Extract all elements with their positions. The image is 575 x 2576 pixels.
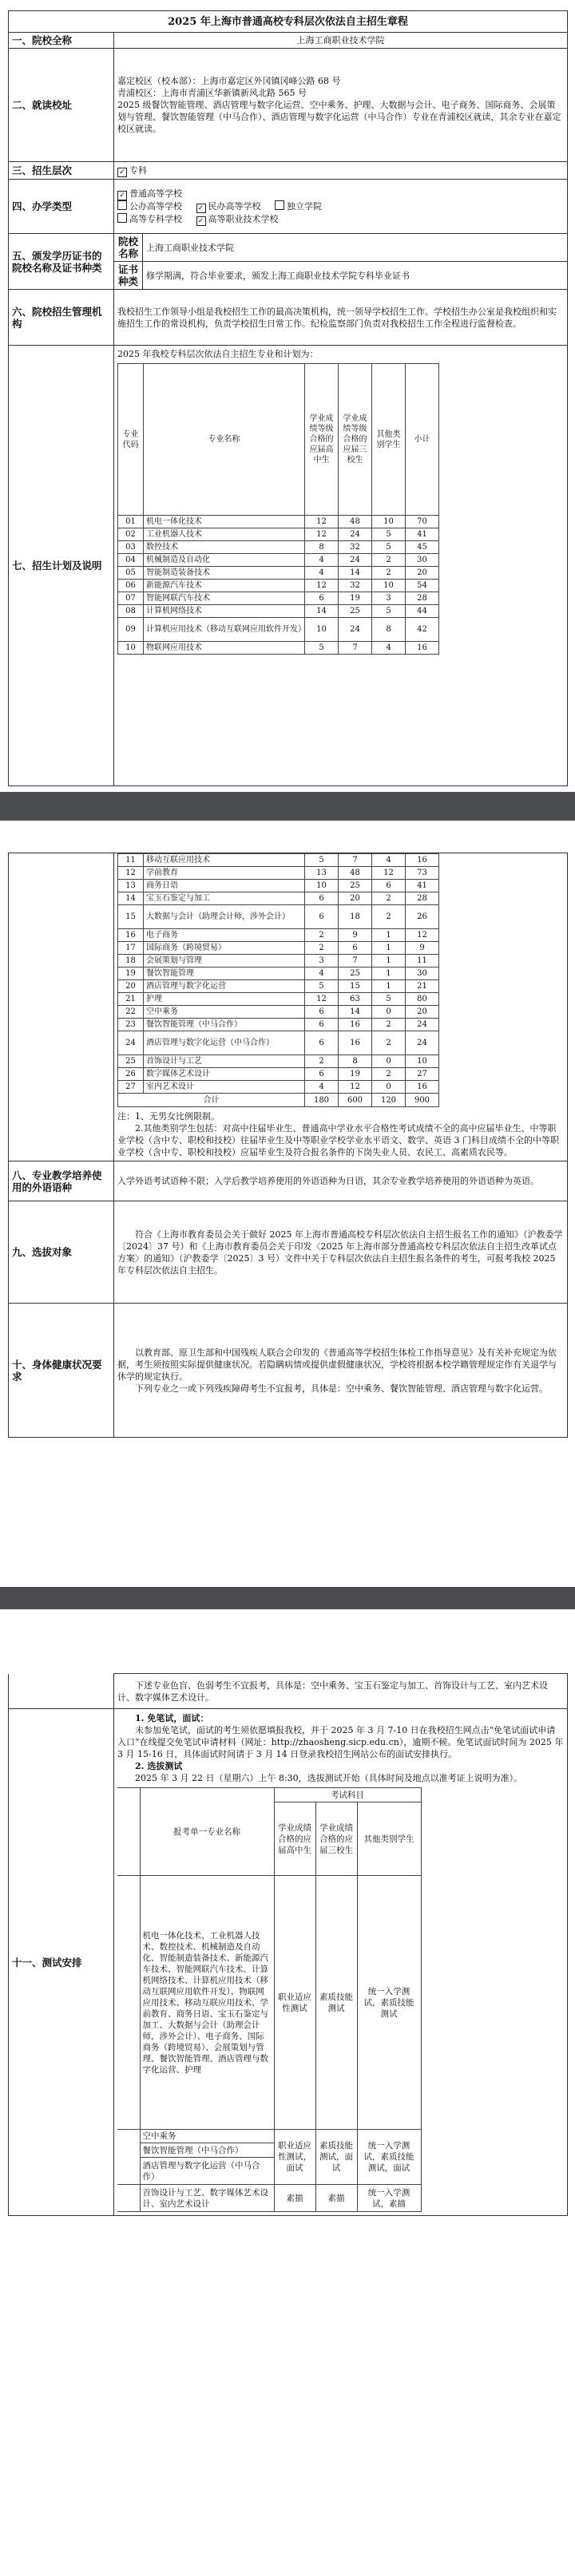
major-name: 物联网应用技术 — [144, 642, 305, 655]
major-code: 09 — [118, 618, 144, 642]
vs-count: 9 — [339, 929, 372, 942]
plan-row — [118, 605, 564, 618]
major-name: 计算机应用技术（移动互联网应用软件开发） — [144, 618, 305, 642]
major-code: 12 — [118, 867, 144, 880]
other-count: 1 — [372, 980, 406, 993]
major-code: 11 — [118, 854, 144, 867]
group-3-hs-subject: 素描 — [274, 2185, 315, 2212]
major-code: 13 — [118, 880, 144, 892]
group-3-vs-subject: 素描 — [315, 2185, 357, 2212]
subtotal: 45 — [406, 541, 439, 554]
major-code: 15 — [118, 905, 144, 929]
header-vs: 学业成绩等级合格的应届三校生 — [339, 364, 372, 516]
major-code: 24 — [118, 1031, 144, 1055]
major-code: 26 — [118, 1068, 144, 1081]
other-count: 2 — [372, 905, 406, 929]
hs-count: 10 — [305, 618, 339, 642]
plan-row — [118, 980, 564, 993]
hs-count: 5 — [305, 980, 339, 993]
hs-count: 13 — [305, 867, 339, 880]
selection-test-text: 2025 年 3 月 22 日（星期六）上午 8:30，选拔测试开始（具体时间及地点以准考证上说明为准）。 — [135, 1773, 523, 1783]
plan-row — [118, 580, 564, 592]
subtotal: 30 — [406, 554, 439, 567]
charter-table-1 — [8, 10, 568, 786]
plan-row — [118, 905, 564, 929]
section-7-label: 七、招生计划及说明 — [9, 346, 114, 786]
page-3 — [0, 1609, 575, 2576]
header-other: 其他类别学生 — [372, 364, 406, 516]
major-name: 计算机网络技术 — [144, 605, 305, 618]
major-name: 酒店管理与数字化运营（中马合作） — [144, 1031, 305, 1055]
other-count: 3 — [372, 592, 406, 605]
other-count: 10 — [372, 516, 406, 528]
plan-row — [118, 592, 564, 605]
other-count: 2 — [372, 1019, 406, 1031]
hs-count: 4 — [305, 567, 339, 580]
hs-count: 12 — [305, 580, 339, 592]
vs-count: 19 — [339, 1068, 372, 1081]
section-10-label: 十、身体健康状况要求 — [9, 1304, 114, 1438]
level-value: 专科 — [129, 164, 147, 176]
health-text-1: 以教育部、原卫生部和中国残疾人联合会印发的《普通高等学校招生体检工作指导意见》及有关补充规定为依据，考生须按照实际提供健康状况。若隐瞒病情或提供虚假健康状况，学校将根据本校学籍管理规定作有关退学与休学的规定执行。 — [117, 1347, 557, 1382]
subtotal: 41 — [406, 880, 439, 892]
checkbox-checked-icon: ✓ — [196, 204, 206, 213]
other-count: 2 — [372, 1031, 406, 1055]
plan-row — [118, 528, 564, 541]
subtotal: 30 — [406, 967, 439, 980]
eligibility-text: 符合《上海市教育委员会关于做好 2025 年上海市普通高校专科层次依法自主招生报名工作的通知》（沪教委学〔2024〕37 号）和《上海市教育委员会关于印发〈2025 年上海市部分普通高校专科层次依法自主招生改革试点方案〉的通知》（沪教委学〔2025〕3 号）文件中关于专科层次依法自主招生报名条件的考生，可报考我校 2025 年专科层次依法自主招生。 — [117, 1229, 563, 1276]
section-8-label: 八、专业教学培养使用的外语语种 — [9, 1161, 114, 1201]
checkbox-checked-icon: ✓ — [196, 216, 206, 226]
plan-row — [118, 1081, 564, 1094]
section-5-label: 五、颁发学历证书的院校名称及证书种类 — [9, 234, 114, 290]
subtotal: 20 — [406, 567, 439, 580]
header-code: 专业代码 — [118, 364, 144, 516]
major-name: 学前教育 — [144, 867, 305, 880]
subtotal: 10 — [406, 1055, 439, 1068]
total-sum: 900 — [406, 1094, 439, 1107]
major-name: 机械制造及自动化 — [144, 554, 305, 567]
document-title: 2025 年上海市普通高校专科层次依法自主招生章程 — [9, 11, 568, 33]
plan-row — [118, 867, 564, 880]
institution-name-key: 院校名称 — [114, 234, 143, 262]
major-name: 数字媒体艺术设计 — [144, 1068, 305, 1081]
page-separator — [0, 792, 575, 821]
major-name: 商务日语 — [144, 880, 305, 892]
other-count: 5 — [372, 528, 406, 541]
section-6-label: 六、院校招生管理机构 — [9, 290, 114, 346]
group-2-other-subject: 统一入学测试，素质技能测试，面试 — [357, 2130, 421, 2185]
major-code: 07 — [118, 592, 144, 605]
type-option-vocational: 高等职业技术学校 — [208, 213, 279, 224]
vs-count: 6 — [339, 942, 372, 955]
certificate-type-key: 证书种类 — [114, 262, 143, 290]
major-code: 19 — [118, 967, 144, 980]
hs-count: 8 — [305, 541, 339, 554]
subtotal: 20 — [406, 1006, 439, 1019]
subtotal: 26 — [406, 905, 439, 929]
group-1-hs-subject: 职业适应性测试 — [274, 1876, 315, 2130]
enrollment-plan-table — [117, 363, 564, 655]
vs-count: 48 — [339, 516, 372, 528]
major-name: 工业机器人技术 — [144, 528, 305, 541]
vs-count: 19 — [339, 592, 372, 605]
plan-row — [118, 880, 564, 892]
major-name: 新能源汽车技术 — [144, 580, 305, 592]
section-3-label: 三、招生层次 — [9, 162, 114, 180]
type-option-public: 公办高等学校 — [129, 200, 182, 212]
hs-count: 6 — [305, 905, 339, 929]
institution-name: 上海工商职业技术学院 — [114, 33, 568, 49]
total-hs: 180 — [305, 1094, 339, 1107]
subtotal: 11 — [406, 955, 439, 967]
interview-text: 未参加免笔试，面试的考生须依愿填报我校，并于 2025 年 3 月 7-10 日在我校招生网点击“免笔试面试申请入口”在线提交免笔试申请材料（网址：http://zhaosheng.sicp.edu.cn），逾期不候。免笔试面试时间为 2025 年 3 月 15-16 日，具体面试时间请于 3 月 14 日登录我校招生网站公布的面试安排执行。 — [117, 1725, 564, 1759]
vs-count: 16 — [339, 1019, 372, 1031]
major-code: 10 — [118, 642, 144, 655]
other-count: 10 — [372, 580, 406, 592]
subtotal: 73 — [406, 867, 439, 880]
other-count: 1 — [372, 967, 406, 980]
vs-count: 7 — [339, 642, 372, 655]
other-count: 2 — [372, 892, 406, 905]
type-option-regular: 普通高等学校 — [129, 188, 182, 199]
test-subjects-table — [117, 1787, 564, 2212]
vs-count: 25 — [339, 880, 372, 892]
hs-count: 6 — [305, 1031, 339, 1055]
page-2 — [0, 821, 575, 1587]
header-major: 专业名称 — [144, 364, 305, 516]
major-code: 06 — [118, 580, 144, 592]
major-name: 会展策划与管理 — [144, 955, 305, 967]
major-code: 05 — [118, 567, 144, 580]
vs-count: 8 — [339, 1055, 372, 1068]
other-count: 4 — [372, 642, 406, 655]
hs-count: 5 — [305, 642, 339, 655]
plan-row — [118, 567, 564, 580]
hs-count: 5 — [305, 854, 339, 867]
hs-count: 3 — [305, 955, 339, 967]
major-name: 首饰设计与工艺 — [144, 1055, 305, 1068]
plan-rows-part1 — [118, 516, 564, 655]
vs-count: 16 — [339, 1031, 372, 1055]
subtotal: 42 — [406, 618, 439, 642]
plan-row — [118, 942, 564, 955]
vs-count: 20 — [339, 892, 372, 905]
hs-count: 6 — [305, 892, 339, 905]
header-subtotal: 小计 — [406, 364, 439, 516]
certificate-type: 修学期满，符合毕业要求，颁发上海工商职业技术学院专科毕业证书 — [143, 262, 568, 290]
charter-table-3 — [8, 1673, 568, 2216]
group-3-majors: 首饰设计与工艺、数字媒体艺术设计、室内艺术设计 — [140, 2185, 274, 2212]
vs-count: 14 — [339, 567, 372, 580]
other-count: 2 — [372, 554, 406, 567]
subtotal: 41 — [406, 528, 439, 541]
plan-row — [118, 1006, 564, 1019]
other-count: 1 — [372, 955, 406, 967]
major-name: 移动互联应用技术 — [144, 854, 305, 867]
header-col-vs: 学业成绩合格的应届三校生 — [315, 1802, 357, 1876]
vs-count: 25 — [339, 967, 372, 980]
plan-row — [118, 554, 564, 567]
major-name: 智能制造装备技术 — [144, 567, 305, 580]
major-code: 23 — [118, 1019, 144, 1031]
campus-qingpu: 青浦校区：上海市青浦区华新镇新风北路 565 号 — [117, 88, 307, 98]
plan-row — [118, 1055, 564, 1068]
type-option-private: 民办高等学校 — [208, 200, 261, 212]
major-code: 16 — [118, 929, 144, 942]
major-code: 08 — [118, 605, 144, 618]
hs-count: 6 — [305, 1068, 339, 1081]
plan-note-1: 注：1、无男女比例限制。 — [117, 1111, 220, 1122]
other-count: 12 — [372, 867, 406, 880]
subtotal: 24 — [406, 1019, 439, 1031]
major-name: 餐饮智能管理（中马合作） — [144, 1019, 305, 1031]
header-subjects: 考试科目 — [274, 1788, 421, 1802]
other-count: 6 — [372, 880, 406, 892]
major-code: 21 — [118, 993, 144, 1006]
major-name: 数控技术 — [144, 541, 305, 554]
school-type-options — [114, 180, 568, 234]
section-11-label: 十一、测试安排 — [9, 1709, 114, 2216]
section-9-label: 九、选拔对象 — [9, 1201, 114, 1304]
group-2-major-2: 餐饮智能管理（中马合作） — [140, 2143, 274, 2158]
plan-row — [118, 993, 564, 1006]
hs-count: 14 — [305, 605, 339, 618]
subtotal: 44 — [406, 605, 439, 618]
plan-row — [118, 955, 564, 967]
hs-count: 12 — [305, 528, 339, 541]
total-other: 120 — [372, 1094, 406, 1107]
header-col-other: 其他类别学生 — [357, 1802, 421, 1876]
hs-count: 12 — [305, 993, 339, 1006]
subtotal: 16 — [406, 1081, 439, 1094]
enrollment-plan-table-cont — [117, 853, 564, 1107]
group-2-vs-subject: 素质技能测试，面试 — [315, 2130, 357, 2185]
plan-row — [118, 892, 564, 905]
vs-count: 48 — [339, 867, 372, 880]
header-major-name: 报考单一专业名称 — [140, 1788, 274, 1876]
vs-count: 7 — [339, 955, 372, 967]
vs-count: 12 — [339, 1081, 372, 1094]
plan-row — [118, 516, 564, 528]
group-1-vs-subject: 素质技能测试 — [315, 1876, 357, 2130]
other-count: 0 — [372, 1055, 406, 1068]
color-blind-text: 下述专业色盲、色弱考生不宜报考，具体是：空中乘务、宝玉石鉴定与加工、首饰设计与工艺、室内艺术设计、数字媒体艺术设计。 — [117, 1680, 548, 1703]
group-2-hs-subject: 职业适应性测试，面试 — [274, 2130, 315, 2185]
checkbox-icon — [117, 213, 127, 223]
hs-count: 4 — [305, 554, 339, 567]
language-text: 入学外语考试语种不限；入学后教学培养使用的外语语种为日语，其余专业教学培养使用的外语语种为英语。 — [114, 1161, 568, 1201]
plan-row — [118, 541, 564, 554]
vs-count: 63 — [339, 993, 372, 1006]
vs-count: 25 — [339, 605, 372, 618]
other-count: 5 — [372, 605, 406, 618]
campus-note: 2025 级餐饮智能管理、酒店管理与数字化运营、空中乘务、护理、大数据与会计、电子商务、国际商务、会展策划与管理、餐饮智能管理（中马合作）、酒店管理与数字化运营（中马合作）专业在青浦校区就读，其余专业在嘉定校区就读。 — [117, 100, 561, 134]
plan-caption: 2025 年我校专科层次依法自主招生专业和计划为： — [117, 349, 319, 359]
plan-row — [118, 1019, 564, 1031]
hs-count: 2 — [305, 929, 339, 942]
vs-count: 15 — [339, 980, 372, 993]
other-count: 1 — [372, 942, 406, 955]
header-col-hs: 学业成绩合格的应届高中生 — [274, 1802, 315, 1876]
page-separator — [0, 1587, 575, 1609]
major-code: 03 — [118, 541, 144, 554]
major-name: 宝玉石鉴定与加工 — [144, 892, 305, 905]
subtotal: 70 — [406, 516, 439, 528]
other-count: 1 — [372, 929, 406, 942]
major-name: 大数据与会计（助理会计师，涉外会计） — [144, 905, 305, 929]
major-name: 室内艺术设计 — [144, 1081, 305, 1094]
page-1 — [0, 0, 575, 792]
type-option-college: 高等专科学校 — [129, 213, 182, 224]
vs-count: 24 — [339, 618, 372, 642]
major-name: 智能网联汽车技术 — [144, 592, 305, 605]
hs-count: 6 — [305, 1006, 339, 1019]
other-count: 0 — [372, 1081, 406, 1094]
major-code: 25 — [118, 1055, 144, 1068]
plan-note-2: 2.其他类别学生包括：对高中往届毕业生、普通高中学业水平合格性考试成绩不全的高中应届毕业生、中等职业学校（含中专、职校和技校）往届毕业生及中等职业学校学业水平语文、数学、英语 3 门科目成绩不全的中等职业学校（含中专、职校和技校）应届毕业生及符合报名条件的下岗失业人员、农民工、高素质农民等。 — [117, 1123, 559, 1157]
plan-row — [118, 929, 564, 942]
subtotal: 54 — [406, 580, 439, 592]
health-text-2: 下列专业之一或下列残疾障碍考生不宜报考，具体是：空中乘务、餐饮智能管理、酒店管理与数字化运营。 — [135, 1383, 548, 1394]
hs-count: 2 — [305, 942, 339, 955]
total-label: 合计 — [118, 1094, 305, 1107]
checkbox-icon — [275, 200, 284, 210]
group-2-major-3: 酒店管理与数字化运营（中马合作） — [140, 2158, 274, 2185]
hs-count: 4 — [305, 1081, 339, 1094]
subtotal: 12 — [406, 929, 439, 942]
plan-row — [118, 618, 564, 642]
major-code: 18 — [118, 955, 144, 967]
campus-jiading: 嘉定校区（校本部）：上海市嘉定区外冈镇冈峰公路 68 号 — [117, 76, 341, 86]
plan-row — [118, 854, 564, 867]
subtotal: 16 — [406, 642, 439, 655]
major-name: 电子商务 — [144, 929, 305, 942]
group-2-major-1: 空中乘务 — [140, 2130, 274, 2143]
plan-row — [118, 967, 564, 980]
major-name: 酒店管理与数字化运营 — [144, 980, 305, 993]
section-4-label: 四、办学类型 — [9, 180, 114, 234]
group-1-other-subject: 统一入学测试，素质技能测试 — [357, 1876, 421, 2130]
plan-row — [118, 1068, 564, 1081]
vs-count: 14 — [339, 1006, 372, 1019]
hs-count: 6 — [305, 1019, 339, 1031]
checkbox-checked-icon: ✓ — [117, 168, 127, 177]
subtotal: 28 — [406, 592, 439, 605]
vs-count: 32 — [339, 580, 372, 592]
vs-count: 18 — [339, 905, 372, 929]
vs-count: 24 — [339, 554, 372, 567]
major-code: 17 — [118, 942, 144, 955]
total-vs: 600 — [339, 1094, 372, 1107]
subtotal: 27 — [406, 1068, 439, 1081]
subtotal: 80 — [406, 993, 439, 1006]
major-name: 空中乘务 — [144, 1006, 305, 1019]
admission-office-text: 我校招生工作领导小组是我校招生工作的最高决策机构，统一领导学校招生工作。学校招生办公室是我校组织和实施招生工作的常设机构，负责学校招生日常工作。纪检监察部门负责对我校招生工作全程进行监督检查。 — [114, 290, 568, 346]
hs-count: 6 — [305, 592, 339, 605]
other-count: 5 — [372, 541, 406, 554]
plan-row — [118, 642, 564, 655]
group-1-majors: 机电一体化技术、工业机器人技术、数控技术、机械制造及自动化、智能制造装备技术、新能源汽车技术、智能网联汽车技术、计算机网络技术、计算机应用技术（移动互联网应用软件开发）、物联网应用技术、移动互联应用技术、学前教育、商务日语、宝玉石鉴定与加工、大数据与会计（助理会计师，涉外会计）、电子商务、国际商务（跨境贸易）、会展策划与管理、餐饮智能管理、酒店管理与数字化运营、护理 — [140, 1876, 274, 2130]
other-count: 2 — [372, 567, 406, 580]
major-code: 01 — [118, 516, 144, 528]
vs-count: 32 — [339, 541, 372, 554]
subtotal: 28 — [406, 892, 439, 905]
section-1-label: 一、院校全称 — [9, 33, 114, 49]
charter-table-2 — [8, 853, 568, 1438]
certificate-institution: 上海工商职业技术学院 — [143, 234, 568, 262]
other-count: 0 — [372, 1006, 406, 1019]
checkbox-checked-icon: ✓ — [117, 191, 127, 200]
hs-count: 2 — [305, 1055, 339, 1068]
major-code: 22 — [118, 1006, 144, 1019]
major-name: 餐饮智能管理 — [144, 967, 305, 980]
plan-row — [118, 1031, 564, 1055]
subtotal: 9 — [406, 942, 439, 955]
other-count: 4 — [372, 854, 406, 867]
campus-address — [114, 49, 568, 162]
other-count: 8 — [372, 618, 406, 642]
hs-count: 4 — [305, 967, 339, 980]
group-3-other-subject: 统一入学测试，素描 — [357, 2185, 421, 2212]
selection-test-heading: 2. 选拔测试 — [135, 1761, 183, 1771]
major-code: 20 — [118, 980, 144, 993]
hs-count: 10 — [305, 880, 339, 892]
major-name: 国际商务（跨境贸易） — [144, 942, 305, 955]
type-option-independent: 独立学院 — [287, 200, 322, 212]
checkbox-icon — [117, 200, 127, 210]
major-code: 02 — [118, 528, 144, 541]
subtotal: 16 — [406, 854, 439, 867]
section-2-label: 二、就读校址 — [9, 49, 114, 162]
major-code: 14 — [118, 892, 144, 905]
vs-count: 24 — [339, 528, 372, 541]
major-name: 机电一体化技术 — [144, 516, 305, 528]
other-count: 5 — [372, 993, 406, 1006]
subtotal: 21 — [406, 980, 439, 993]
subtotal: 24 — [406, 1031, 439, 1055]
plan-rows-part2 — [118, 854, 564, 1094]
interview-heading: 1. 免笔试，面试： — [135, 1713, 209, 1723]
major-code: 04 — [118, 554, 144, 567]
vs-count: 7 — [339, 854, 372, 867]
major-name: 护理 — [144, 993, 305, 1006]
header-hs: 学业成绩等级合格的应届高中生 — [305, 364, 339, 516]
hs-count: 12 — [305, 516, 339, 528]
other-count: 2 — [372, 1068, 406, 1081]
major-code: 27 — [118, 1081, 144, 1094]
